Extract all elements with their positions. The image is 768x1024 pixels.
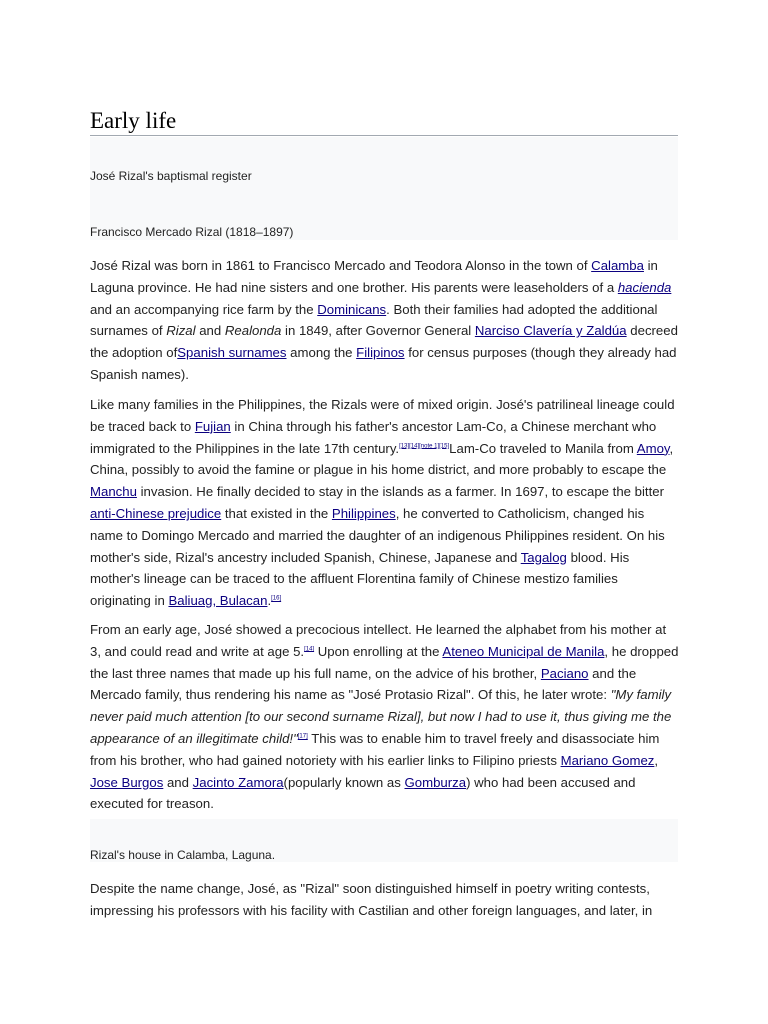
- link-manchu[interactable]: Manchu: [90, 484, 137, 500]
- text: José Rizal was born in 1861 to Francisco Mercado and Teodora Alonso in the town of: [90, 258, 592, 273]
- text: and: [163, 774, 193, 790]
- text: This was to enable him to travel freely and disassociate him from his brother, who had gained notoriety with his earlier links to Filipino priests: [90, 730, 660, 768]
- text: . Both their families had adopted the additional surnames of: [90, 301, 658, 339]
- text: decreed the adoption of: [90, 323, 678, 361]
- paragraph-origin: [90, 394, 680, 612]
- text: and an accompanying rice farm by the: [90, 301, 318, 317]
- section-heading: Early life: [90, 106, 678, 136]
- paragraph-early-age: [90, 619, 680, 815]
- text: , he converted to Catholicism, changed his name to Domingo Mercado and married the daughter of an indigenous Philippines resident. On his mother's side, Rizal's ancestry included Spanish, Chinese, Japanese and: [90, 505, 665, 565]
- text: in 1849, after Governor General: [281, 323, 475, 339]
- text: Lam-Co traveled to Manila from: [449, 440, 637, 456]
- text: and the Mercado family, thus rendering his name as "José Protasio Rizal". Of this, he later wrote:: [90, 665, 637, 703]
- citation[interactable]: [304, 646, 314, 652]
- text: and: [195, 323, 225, 339]
- citation-link[interactable]: [13][14][note 1][15]: [399, 443, 450, 450]
- link-spanish-surnames[interactable]: Spanish surnames: [177, 345, 287, 361]
- link-hacienda[interactable]: [618, 280, 672, 295]
- paragraph-birth: [90, 255, 680, 386]
- link-dominicans[interactable]: Dominicans: [317, 301, 387, 317]
- citation-link[interactable]: [16]: [271, 595, 282, 602]
- text: that existed in the: [221, 505, 332, 521]
- text: blood. His mother's lineage can be traced to the affluent Florentina family of Chinese mestizo families originating in: [90, 549, 630, 609]
- citation-link[interactable]: [17]: [297, 733, 308, 740]
- citation[interactable]: [271, 596, 281, 602]
- paragraph-name-change: [90, 878, 680, 922]
- caption-francisco-mercado: Francisco Mercado Rizal (1818–1897): [90, 225, 294, 239]
- text: ,: [654, 752, 659, 768]
- link-mariano-gomez[interactable]: Mariano Gomez: [560, 752, 655, 768]
- text: in Laguna province. He had nine sisters and one brother. His parents were leaseholders of a: [90, 258, 658, 295]
- text: invasion. He finally decided to stay in the islands as a farmer. In 1697, to escape the bitter: [136, 484, 664, 500]
- link-fujian[interactable]: Fujian: [194, 418, 231, 434]
- italic-rizal: Rizal: [166, 323, 196, 339]
- citation-link[interactable]: [14]: [304, 646, 315, 653]
- text: Like many families in the Philippines, the Rizals were of mixed origin. José's patrilineal lineage could be traced back to: [90, 397, 675, 434]
- link-gomburza[interactable]: Gomburza: [404, 774, 467, 790]
- link-paciano[interactable]: Paciano: [540, 665, 589, 681]
- text: , he dropped the last three names that made up his full name, on the advice of his brother,: [90, 643, 679, 681]
- link-filipinos[interactable]: Filipinos: [356, 345, 405, 361]
- text: From an early age, José showed a precocious intellect. He learned the alphabet from his mother at 3, and could read and write at age 5.: [90, 622, 667, 659]
- link-jose-burgos[interactable]: Jose Burgos: [90, 774, 164, 790]
- image-caption-box: [90, 819, 678, 862]
- link-amoy[interactable]: Amoy: [636, 440, 670, 456]
- link-ateneo[interactable]: Ateneo Municipal de Manila: [442, 643, 605, 659]
- text: in China through his father's ancestor Lam-Co, a Chinese merchant who immigrated to the Philippines in the late 17th century.: [90, 418, 657, 456]
- text: among the: [286, 345, 357, 361]
- text: .: [267, 593, 272, 609]
- caption-baptismal-register: José Rizal's baptismal register: [90, 169, 252, 183]
- link-jacinto-zamora[interactable]: Jacinto Zamora: [192, 774, 284, 790]
- link-anti-chinese-prejudice[interactable]: anti-Chinese prejudice: [90, 505, 222, 521]
- text: for census purposes (though they already had Spanish names).: [90, 345, 677, 382]
- link-calamba[interactable]: Calamba: [591, 258, 644, 273]
- rizal-quote: "My family never paid much attention [to our second surname Rizal], but now I had to use it, thus giving me the appearance of an illegitimate child!": [90, 687, 672, 746]
- citation[interactable]: [399, 443, 449, 449]
- text: Upon enrolling at the: [314, 643, 443, 659]
- text: ) who had been accused and executed for treason.: [90, 774, 636, 812]
- italic-realonda: Realonda: [224, 323, 282, 339]
- link-tagalog[interactable]: Tagalog: [520, 549, 567, 565]
- citation[interactable]: [298, 734, 308, 740]
- text: , China, possibly to avoid the famine or plague in his home district, and more probably to escape the: [90, 440, 674, 478]
- link-hacienda-text: hacienda: [617, 279, 672, 295]
- text: (popularly known as: [283, 774, 405, 790]
- text: Despite the name change, José, as "Rizal" soon distinguished himself in poetry writing contests, impressing his professors with his facility with Castilian and other foreign languages, and later, in: [90, 881, 653, 918]
- link-narciso-claveria[interactable]: Narciso Clavería y Zaldúa: [474, 323, 627, 339]
- caption-rizal-house: Rizal's house in Calamba, Laguna.: [90, 848, 276, 862]
- image-caption-box: [90, 137, 678, 240]
- link-philippines[interactable]: Philippines: [331, 505, 396, 521]
- link-baliuag-bulacan[interactable]: Baliuag, Bulacan: [168, 593, 268, 609]
